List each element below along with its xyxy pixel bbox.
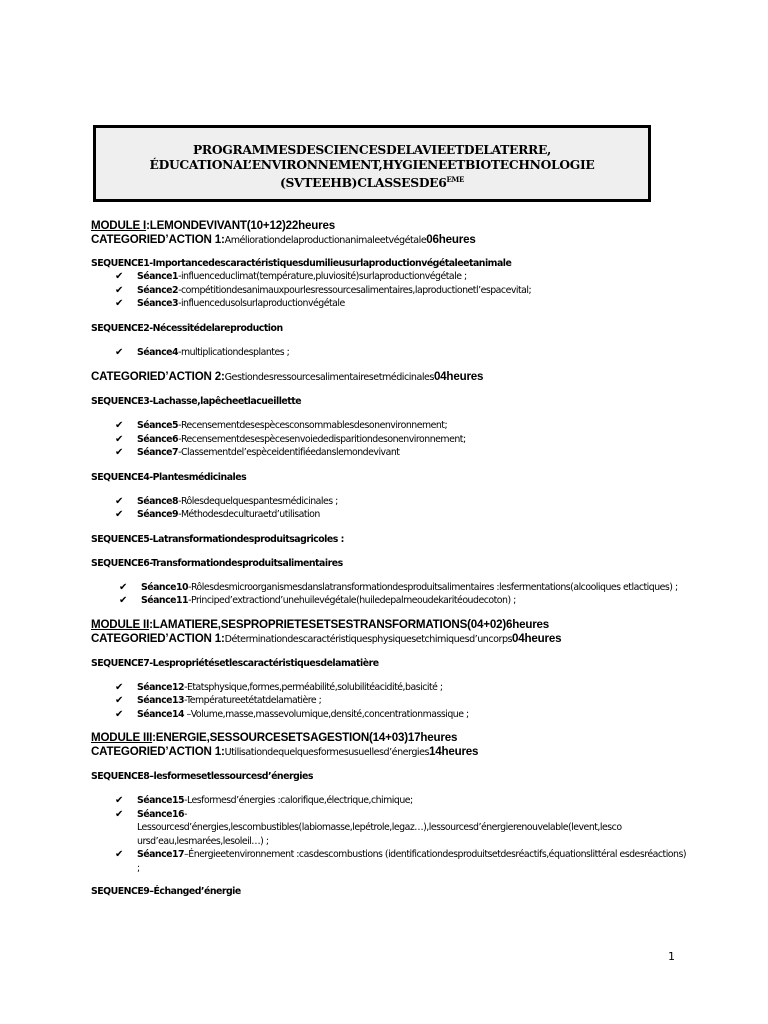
list-item: ✔ Séance6-Recensementdesespècesenvoiededisparitiondesonenvironnement;: [115, 433, 466, 445]
sequence-8-list: [91, 794, 691, 875]
title-superscript: EME: [446, 175, 465, 184]
sequence-3-list: [91, 419, 691, 460]
list-item: ✔ Séance3-influencedusolsurlaproductionvégétale: [115, 298, 345, 309]
checkmark-icon: ✔: [119, 595, 127, 606]
sequence-2-list: [91, 346, 691, 360]
sequence-4-list: [91, 495, 691, 522]
title-line-3: (SVTEEHB)CLASSESDE6EME: [279, 175, 465, 190]
checkmark-icon: ✔: [115, 509, 123, 520]
module-2-heading: MODULE II:LAMATIERE,SESPROPRIETESETSESTRANSFORMATIONS(04+02)6heures: [91, 617, 550, 631]
list-item: ✔ Séance13-Températureetétatdelamatière ;: [115, 695, 322, 706]
checkmark-icon: ✔: [115, 495, 123, 507]
sequence-2-title: SEQUENCE2-Nécessitédelareproduction: [91, 322, 283, 334]
checkmark-icon: ✔: [115, 695, 123, 706]
sequence-5-title: SEQUENCE5-Latransformationdesproduitsagricoles :: [91, 533, 344, 545]
list-item: ✔ Séance5-Recensementdesespècesconsommablesdesonenvironnement;: [115, 420, 448, 431]
module-1-category-2: CATEGORIED’ACTION 2:Gestiondesressourcesalimentairesetmédicinales04heures: [91, 370, 484, 383]
checkmark-icon: ✔: [115, 433, 123, 445]
list-item: ✔ Séance9-Méthodesdeculturaetd’utilisation: [115, 509, 320, 520]
list-item: ✔ Séance11-Principed’extractiond’unehuilevégétale(huiledepalmeoudekaritéoudecoton) ;: [119, 595, 516, 606]
list-item: ✔ Séance2-compétitiondesanimauxpourlesressourcesalimentaires,laproductionetl’espacevital;: [115, 284, 532, 296]
list-item: ✔ Séance10-Rôlesdesmicroorganismesdanslatransformationdesproduitsalimentaires :lesfermentations(alcooliques etlactiques) ;: [119, 581, 678, 593]
sequence-8-title: SEQUENCE8–lesformesetlessourcesd’énergies: [91, 771, 313, 782]
checkmark-icon: ✔: [115, 298, 123, 309]
title-line-1: PROGRAMMESDESCIENCESDELAVIEETDELATERRE,: [192, 142, 551, 157]
checkmark-icon: ✔: [115, 708, 123, 720]
checkmark-icon: ✔: [119, 581, 127, 593]
list-item: ✔ Séance15-Lesformesd’énergies :calorifique,électrique,chimique;: [115, 795, 413, 806]
checkmark-icon: ✔: [115, 346, 123, 358]
sequence-6-title: SEQUENCE6-Transformationdesproduitsalimentaires: [91, 557, 343, 569]
document-body: [91, 219, 691, 898]
checkmark-icon: ✔: [115, 420, 123, 431]
checkmark-icon: ✔: [115, 447, 123, 458]
checkmark-icon: ✔: [115, 271, 123, 282]
sequence-4-title: SEQUENCE4-Plantesmédicinales: [91, 471, 247, 483]
title-box: [93, 125, 651, 202]
list-item: ✔ Séance17–Énergieetenvironnement :casdescombustions (identificationdesproduitsetdesréactifs,équationslittéral esdesréactions) ;: [115, 849, 687, 874]
list-item: ✔ Séance4-multiplicationdesplantes ;: [115, 346, 290, 358]
list-item: ✔ Séance14 –Volume,masse,massevolumique,densité,concentrationmassique ;: [115, 708, 469, 720]
list-item: ✔ Séance8-Rôlesdequelquespantesmédicinales ;: [115, 495, 338, 507]
checkmark-icon: ✔: [115, 681, 123, 693]
checkmark-icon: ✔: [115, 849, 123, 860]
module-1-heading: MODULE I:LEMONDEVIVANT(10+12)22heures: [91, 219, 335, 232]
title-line-2: ÉDUCATIONAL’ENVIRONNEMENT,HYGIENEETBIOTECHNOLOGIE: [149, 157, 595, 172]
sequence-1-title: SEQUENCE1-Importancedescaractéristiquesdumilieusurlaproductionvégétaleetanimale: [91, 258, 512, 269]
module-2-category-1: CATEGORIED’ACTION 1:Déterminationdescaractéristiquesphysiquesetchimiquesd’uncorps04heures: [91, 631, 562, 645]
page-number: 1: [668, 950, 675, 963]
list-item: ✔ Séance12-Etatsphysique,formes,perméabilité,solubilitéacidité,basicité ;: [115, 681, 443, 693]
list-item: ✔ Séance7-Classementdel’espèceidentifiéedanslemondevivant: [115, 447, 400, 458]
module-1-category-1: CATEGORIED’ACTION 1:Améliorationdelaproductionanimaleetvégétale06heures: [91, 233, 476, 246]
checkmark-icon: ✔: [115, 795, 123, 806]
checkmark-icon: ✔: [115, 284, 123, 296]
list-item: ✔ Séance1-influenceduclimat(température,pluviosité)surlaproductionvégétale ;: [115, 271, 467, 282]
checkmark-icon: ✔: [115, 808, 123, 820]
module-3-heading: MODULE III:ENERGIE,SESSOURCESETSAGESTION(14+03)17heures: [91, 731, 458, 744]
module-3-category-1: CATEGORIED’ACTION 1:Utilisationdequelquesformesusuellesd’énergies14heures: [91, 745, 479, 758]
list-item: ✔ Séance16- Lessourcesd’énergies,lescombustibles(labiomasse,lepétrole,legaz…),lessourcesd’énergierenouvelable(levent,lesco ursd’eau,lesmarées,lesoleil…) ;: [115, 808, 622, 847]
sequence-9-title: SEQUENCE9–Échanged’énergie: [91, 886, 241, 897]
sequence-3-title: SEQUENCE3-Lachasse,lapêcheetlacueillette: [91, 396, 302, 407]
sequence-6-list: [91, 581, 691, 608]
sequence-7-list: [91, 681, 691, 722]
sequence-7-title: SEQUENCE7-Lespropriétésetlescaractéristiquesdelamatière: [91, 657, 379, 669]
sequence-1-list: [91, 270, 691, 311]
